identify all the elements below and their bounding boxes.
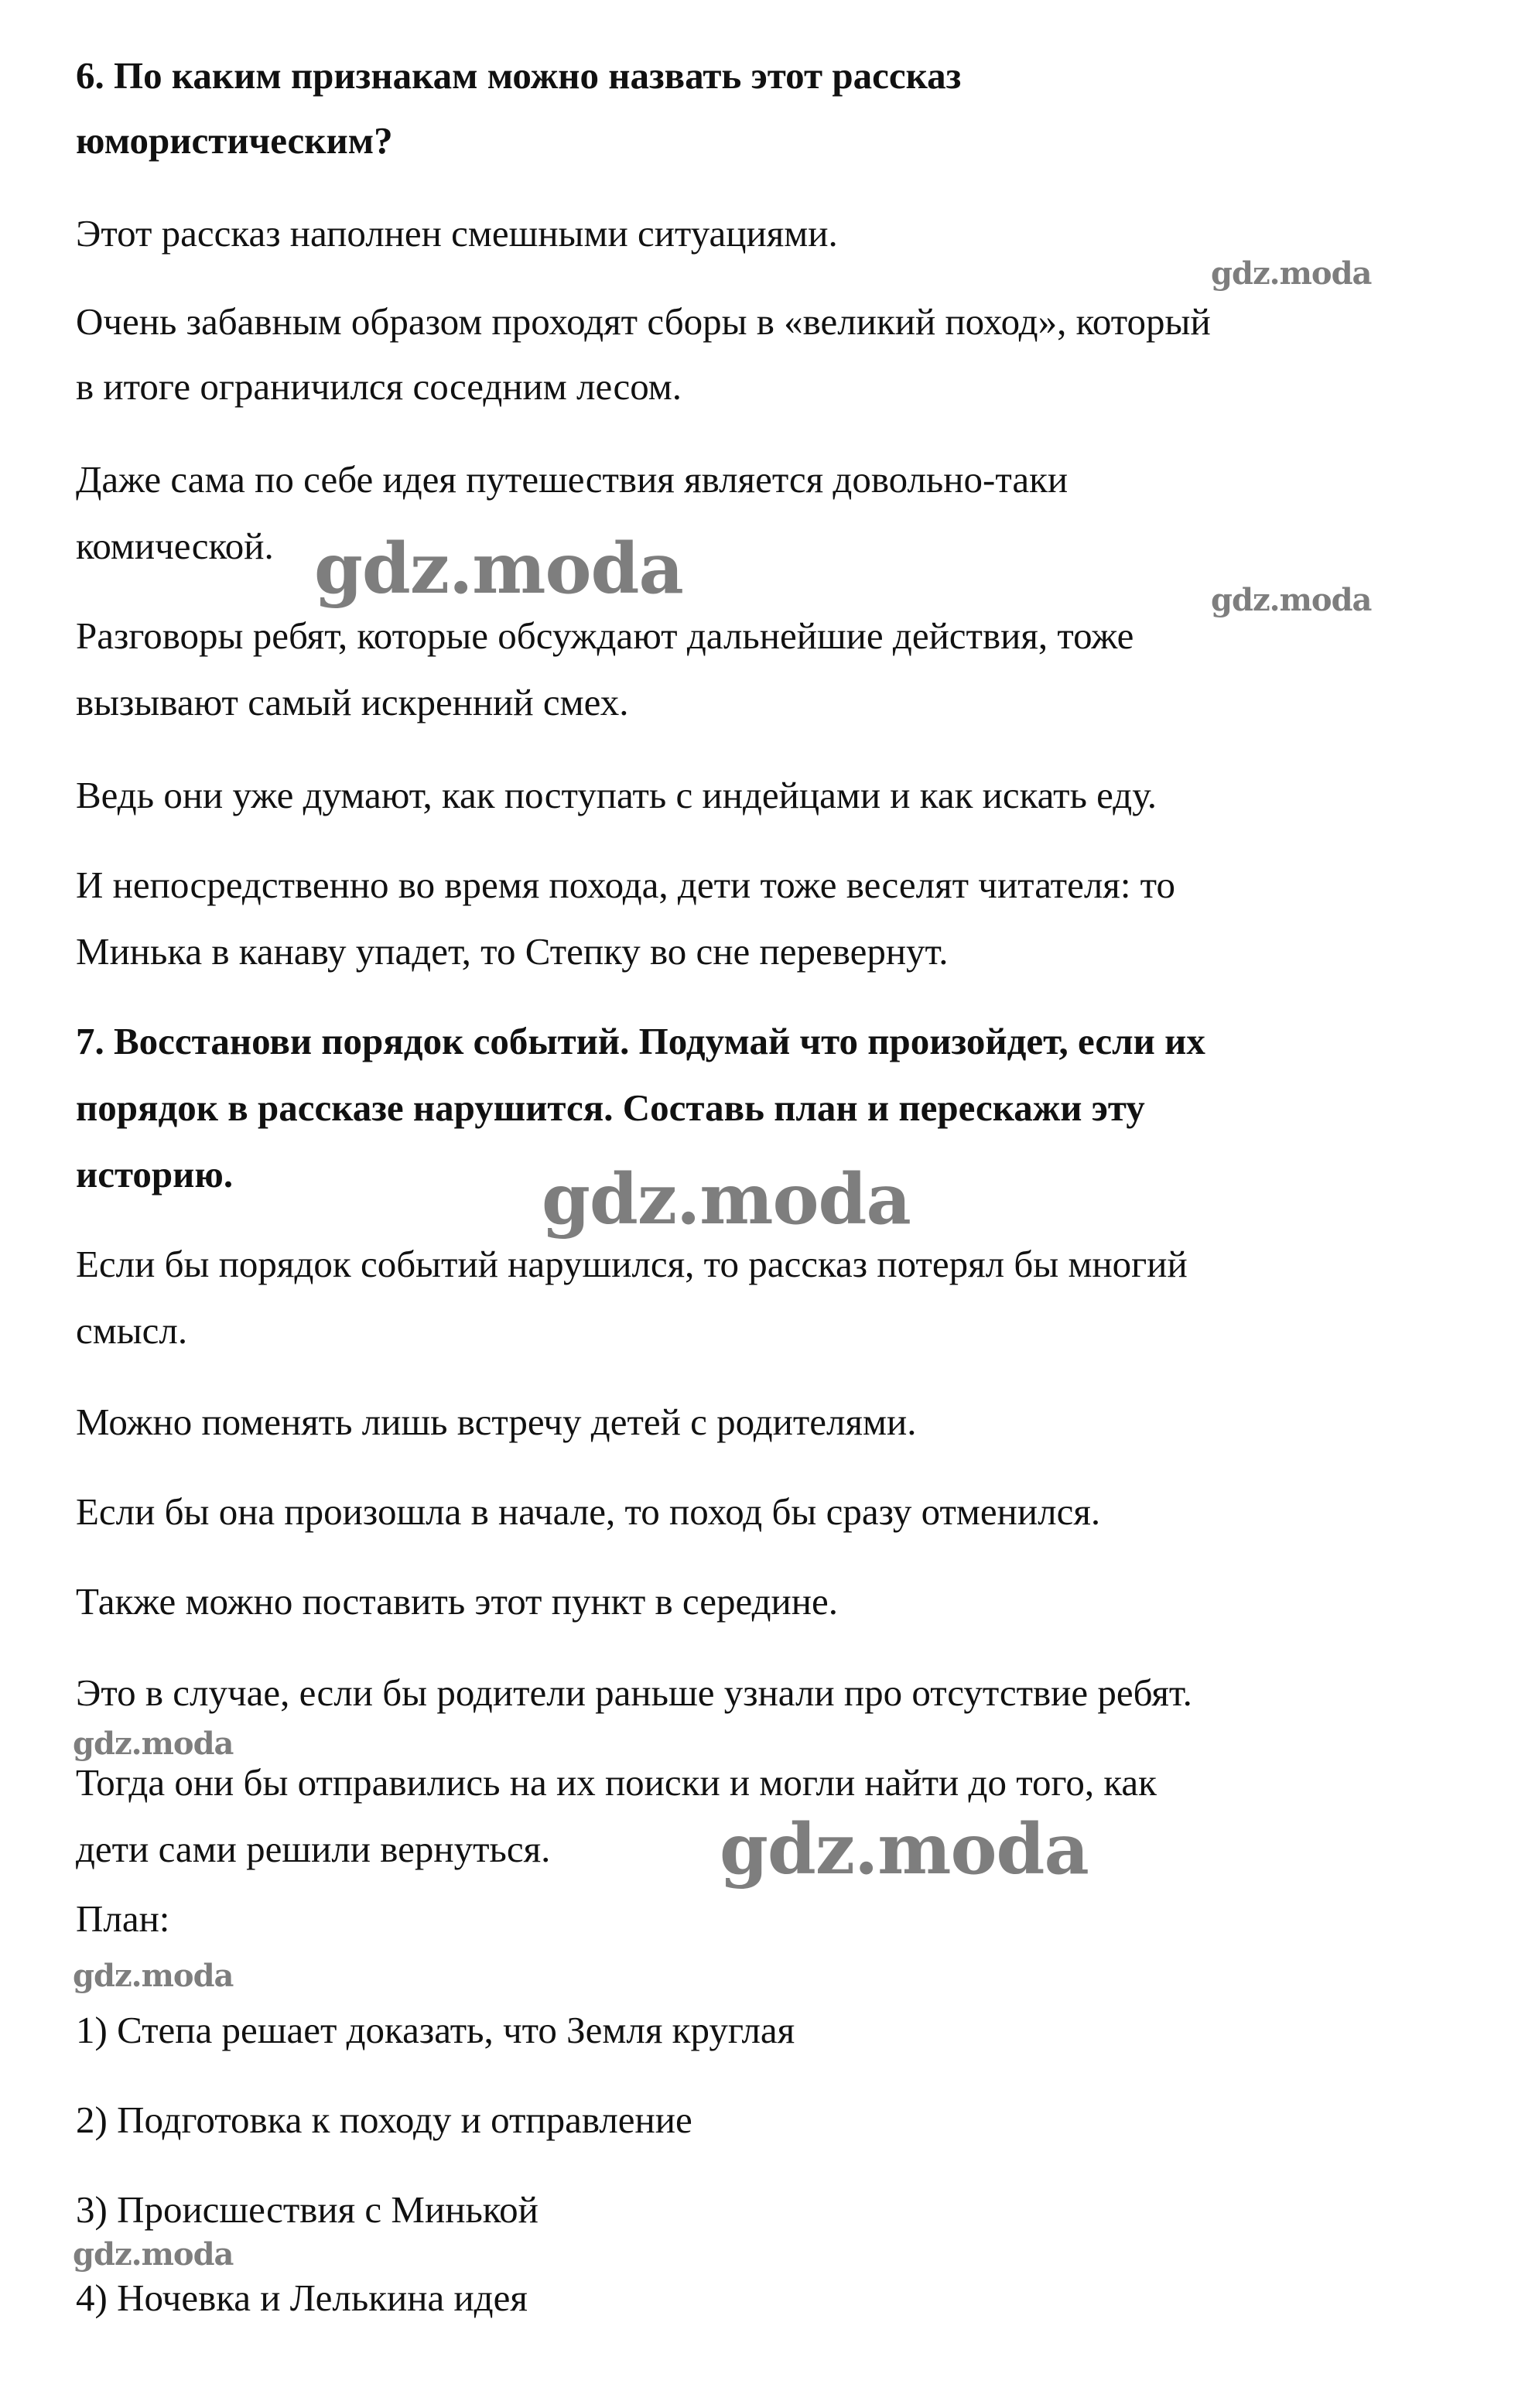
answer-7-paragraph-3: Если бы она произошла в начале, то поход бы сразу отменился.: [76, 1490, 1101, 1533]
watermark-large: gdz.moda: [720, 1808, 1089, 1890]
watermark-small: gdz.moda: [73, 1958, 234, 1994]
answer-6-paragraph-6-line-1: И непосредственно во время похода, дети тоже веселят читателя: то: [76, 864, 1175, 906]
watermark-small: gdz.moda: [1211, 255, 1372, 292]
plan-item: 3) Происшествия с Минькой: [76, 2188, 539, 2231]
answer-6-paragraph-2-line-2: в итоге ограничился соседним лесом.: [76, 365, 682, 408]
question-7-title-line-1: 7. Восстанови порядок событий. Подумай что произойдет, если их: [76, 1020, 1205, 1062]
answer-6-paragraph-4-line-1: Разговоры ребят, которые обсуждают дальнейшие действия, тоже: [76, 614, 1134, 657]
answer-7-paragraph-6-line-1: Тогда они бы отправились на их поиски и могли найти до того, как: [76, 1761, 1157, 1804]
question-7-title-line-3: историю.: [76, 1153, 234, 1195]
answer-7-paragraph-4: Также можно поставить этот пункт в середине.: [76, 1580, 838, 1623]
question-6-title-line-1: 6. По каким признакам можно назвать этот рассказ: [76, 54, 962, 97]
plan-label: План:: [76, 1897, 170, 1940]
watermark-small: gdz.moda: [1211, 582, 1372, 618]
answer-7-paragraph-6-line-2: дети сами решили вернуться.: [76, 1828, 551, 1870]
answer-6-paragraph-3-line-1: Даже сама по себе идея путешествия является довольно-таки: [76, 458, 1069, 501]
watermark-small: gdz.moda: [73, 1726, 234, 1762]
answer-7-paragraph-5: Это в случае, если бы родители раньше узнали про отсутствие ребят.: [76, 1671, 1192, 1714]
answer-6-paragraph-1: Этот рассказ наполнен смешными ситуациями.: [76, 212, 838, 255]
answer-6-paragraph-2-line-1: Очень забавным образом проходят сборы в «великий поход», который: [76, 300, 1211, 343]
answer-6-paragraph-6-line-2: Минька в канаву упадет, то Степку во сне перевернут.: [76, 930, 949, 973]
answer-7-paragraph-1-line-1: Если бы порядок событий нарушился, то рассказ потерял бы многий: [76, 1243, 1188, 1285]
answer-6-paragraph-3-line-2: комической.: [76, 525, 274, 567]
watermark-large: gdz.moda: [542, 1158, 911, 1240]
watermark-small: gdz.moda: [73, 2236, 234, 2273]
plan-item: 2) Подготовка к походу и отправление: [76, 2098, 692, 2141]
plan-item: 4) Ночевка и Лелькина идея: [76, 2276, 528, 2319]
answer-7-paragraph-1-line-2: смысл.: [76, 1309, 188, 1352]
question-7-title-line-2: порядок в рассказе нарушится. Составь план и перескажи эту: [76, 1086, 1145, 1129]
watermark-large: gdz.moda: [314, 528, 683, 610]
answer-7-paragraph-2: Можно поменять лишь встречу детей с родителями.: [76, 1401, 917, 1443]
question-6-title-line-2: юмористическим?: [76, 119, 393, 162]
plan-item: 1) Степа решает доказать, что Земля круглая: [76, 2009, 795, 2051]
answer-6-paragraph-5: Ведь они уже думают, как поступать с индейцами и как искать еду.: [76, 774, 1157, 816]
answer-6-paragraph-4-line-2: вызывают самый искренний смех.: [76, 681, 629, 723]
